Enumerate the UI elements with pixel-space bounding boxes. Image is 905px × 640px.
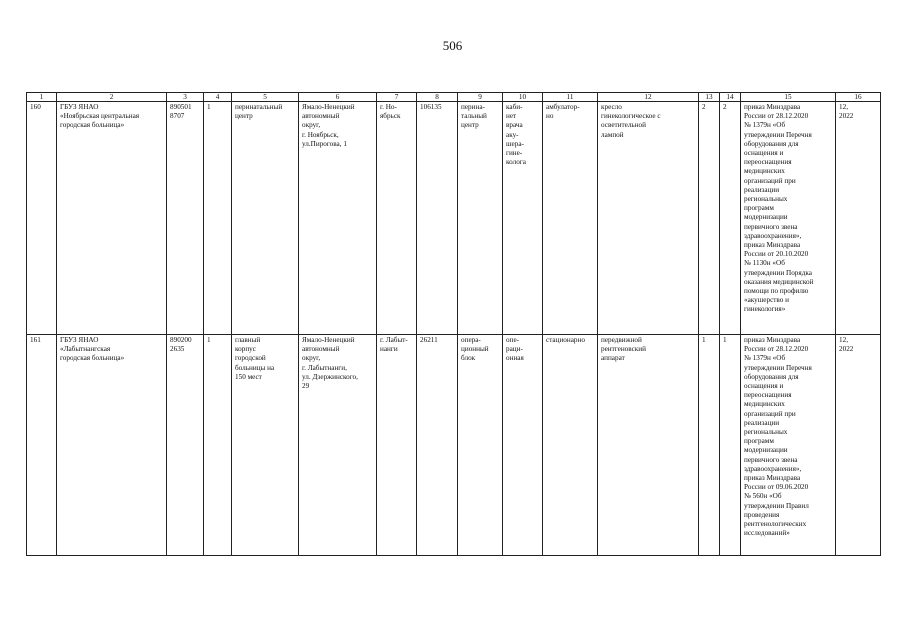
cell-line: № 560н «Об — [744, 492, 782, 501]
cell-line: нет — [506, 112, 517, 121]
header-cell: 15 — [741, 93, 836, 102]
cell-line: «акушерство и — [744, 296, 789, 305]
cell-line: реализации — [744, 418, 780, 427]
table-body — [27, 93, 881, 556]
count-a-cell: 1 — [204, 335, 232, 556]
header-cell: 16 — [836, 93, 881, 102]
cell-line: ябрьск — [380, 112, 401, 121]
equipment-name-cell — [598, 102, 699, 335]
cell-line: рентгенологических — [744, 520, 807, 529]
cell-line: г. Лабыт- — [380, 336, 408, 344]
city-cell — [377, 335, 417, 556]
header-cell: 1 — [27, 93, 57, 102]
cell-line: организаций при — [744, 409, 796, 418]
cell-line: стационарно — [546, 336, 585, 344]
organization-name-cell — [57, 102, 167, 335]
cell-line: 12, — [839, 336, 848, 344]
cell-line: аппарат — [601, 354, 625, 363]
cell-line: 12, — [839, 103, 848, 111]
cell-line: городской — [235, 354, 266, 363]
cell-line: утверждении Перечня — [744, 130, 812, 139]
cell-line: переоснащения — [744, 158, 792, 167]
cell-line: гинекология» — [744, 305, 786, 314]
care-type-cell — [543, 102, 598, 335]
header-cell: 10 — [503, 93, 543, 102]
header-cell: 11 — [543, 93, 598, 102]
deadline-cell — [836, 335, 881, 556]
cell-line: городская больница» — [60, 121, 125, 130]
cell-line: России от 28.12.2020 — [744, 112, 809, 121]
cell-line: колога — [506, 158, 526, 167]
cell-line: здравоохранения», — [744, 464, 802, 473]
cell-line: главный — [235, 336, 261, 344]
cell-line: первичного звена — [744, 455, 798, 464]
cell-line: «Лабытнангская — [60, 345, 111, 354]
cell-line: первичного звена — [744, 222, 798, 231]
cell-line: медицинских — [744, 167, 785, 176]
cell-line: перинатальный — [235, 103, 283, 111]
cell-line: корпус — [235, 345, 256, 354]
org-code-cell — [167, 335, 204, 556]
quantity-b-cell: 2 — [720, 102, 741, 335]
cell-line: ционный — [461, 345, 489, 354]
cell-line: программ — [744, 204, 774, 213]
cell-line: модернизации — [744, 213, 788, 222]
cell-line: амбулатор- — [546, 103, 580, 111]
cell-line: проведения — [744, 510, 780, 519]
cell-line: оборудования для — [744, 139, 799, 148]
deadline-cell — [836, 102, 881, 335]
cell-line: утверждении Порядка — [744, 268, 812, 277]
address-cell — [299, 102, 377, 335]
header-cell: 3 — [167, 93, 204, 102]
equipment-table — [26, 92, 881, 556]
cell-line: оснащения и — [744, 382, 784, 391]
cell-line: автономный — [302, 112, 340, 121]
city-cell — [377, 102, 417, 335]
cell-line: 890501 — [170, 103, 192, 111]
cell-line: округ, — [302, 354, 321, 363]
cell-line: опера- — [461, 336, 481, 344]
org-code-cell — [167, 102, 204, 335]
cell-line: № 1379н «Об — [744, 121, 786, 130]
cell-line: приказ Минздрава — [744, 336, 801, 344]
cell-line: тальный — [461, 112, 487, 121]
regulation-cell — [741, 102, 836, 335]
row-number-cell: 161 — [27, 335, 57, 556]
cell-line: округ, — [302, 121, 321, 130]
cell-line: программ — [744, 437, 774, 446]
cell-line: здравоохранения», — [744, 231, 802, 240]
cell-line: онная — [506, 354, 524, 363]
cell-line: г. Но- — [380, 103, 397, 111]
address-cell — [299, 335, 377, 556]
count-a-cell: 1 — [204, 102, 232, 335]
row-number-cell: 160 — [27, 102, 57, 335]
cell-line: переоснащения — [744, 391, 792, 400]
cell-line: центр — [461, 121, 479, 130]
page-number: 506 — [442, 38, 463, 53]
cell-line: передвижной — [601, 336, 642, 344]
cell-line: 2022 — [839, 345, 854, 354]
care-type-cell — [543, 335, 598, 556]
cell-line: № 1379н «Об — [744, 354, 786, 363]
cell-line: приказ Минздрава — [744, 103, 801, 111]
cell-line: помощи по профилю — [744, 287, 809, 296]
cell-line: центр — [235, 112, 253, 121]
cell-line: 890200 — [170, 336, 192, 344]
header-cell: 2 — [57, 93, 167, 102]
cell-line: автономный — [302, 345, 340, 354]
cell-line: ул.Пирогова, 1 — [302, 139, 347, 148]
cell-line: оснащения и — [744, 149, 784, 158]
cell-line: рентгеновский — [601, 345, 646, 354]
department-cell — [458, 335, 503, 556]
header-cell: 13 — [699, 93, 720, 102]
cell-line: лампой — [601, 130, 624, 139]
postal-code-cell: 26211 — [417, 335, 458, 556]
room-cell — [503, 102, 543, 335]
cell-line: медицинских — [744, 400, 785, 409]
cell-line: каби- — [506, 103, 523, 111]
cell-line: 8707 — [170, 112, 185, 121]
cell-line: городская больница» — [60, 354, 125, 363]
cell-line: 2635 — [170, 345, 185, 354]
regulation-cell — [741, 335, 836, 556]
quantity-a-cell: 2 — [699, 102, 720, 335]
header-cell: 4 — [204, 93, 232, 102]
quantity-b-cell: 1 — [720, 335, 741, 556]
table-row — [27, 335, 881, 556]
header-row — [27, 93, 881, 102]
cell-line: Ямало-Ненецкий — [302, 103, 355, 111]
cell-line: нанги — [380, 345, 398, 354]
cell-line: г. Лабытнанги, — [302, 363, 347, 372]
cell-line: перина- — [461, 103, 485, 111]
cell-line: России от 20.10.2020 — [744, 250, 809, 259]
cell-line: реализации — [744, 185, 780, 194]
cell-line: ГБУЗ ЯНАО — [60, 336, 99, 344]
cell-line: гинекологическое с — [601, 112, 661, 121]
cell-line: приказ Минздрава — [744, 241, 801, 250]
equipment-name-cell — [598, 335, 699, 556]
quantity-a-cell: 1 — [699, 335, 720, 556]
cell-line: региональных — [744, 195, 788, 204]
cell-line: но — [546, 112, 554, 121]
postal-code-cell: 106135 — [417, 102, 458, 335]
cell-line: оказания медицинской — [744, 277, 814, 286]
header-cell: 5 — [232, 93, 299, 102]
header-cell: 8 — [417, 93, 458, 102]
cell-line: кресло — [601, 103, 622, 111]
cell-line: 150 мест — [235, 372, 262, 381]
cell-line: России от 28.12.2020 — [744, 345, 809, 354]
cell-line: приказ Минздрава — [744, 474, 801, 483]
cell-line: модернизации — [744, 446, 788, 455]
cell-line: гине- — [506, 149, 523, 158]
building-cell — [232, 335, 299, 556]
cell-line: 2022 — [839, 112, 854, 121]
table-row — [27, 102, 881, 335]
cell-line: ГБУЗ ЯНАО — [60, 103, 99, 111]
cell-line: 29 — [302, 382, 310, 391]
header-cell: 9 — [458, 93, 503, 102]
cell-line: аку- — [506, 130, 519, 139]
cell-line: России от 09.06.2020 — [744, 483, 809, 492]
cell-line: № 1130н «Об — [744, 259, 785, 268]
organization-name-cell — [57, 335, 167, 556]
header-cell: 6 — [299, 93, 377, 102]
header-cell: 14 — [720, 93, 741, 102]
cell-line: региональных — [744, 428, 788, 437]
cell-line: шера- — [506, 139, 524, 148]
cell-line: больницы на — [235, 363, 275, 372]
cell-line: ул. Дзержинского, — [302, 372, 358, 381]
cell-line: раци- — [506, 345, 523, 354]
room-cell — [503, 335, 543, 556]
cell-line: опе- — [506, 336, 520, 344]
cell-line: утверждении Правил — [744, 501, 809, 510]
header-cell: 7 — [377, 93, 417, 102]
cell-line: «Ноябрьская центральная — [60, 112, 140, 121]
cell-line: организаций при — [744, 176, 796, 185]
cell-line: утверждении Перечня — [744, 363, 812, 372]
building-cell — [232, 102, 299, 335]
cell-line: осветительной — [601, 121, 646, 130]
header-cell: 12 — [598, 93, 699, 102]
department-cell — [458, 102, 503, 335]
cell-line: блок — [461, 354, 476, 363]
cell-line: врача — [506, 121, 523, 130]
cell-line: г. Ноябрьск, — [302, 130, 339, 139]
cell-line: Ямало-Ненецкий — [302, 336, 355, 344]
cell-line: оборудования для — [744, 372, 799, 381]
cell-line: исследований» — [744, 529, 790, 538]
